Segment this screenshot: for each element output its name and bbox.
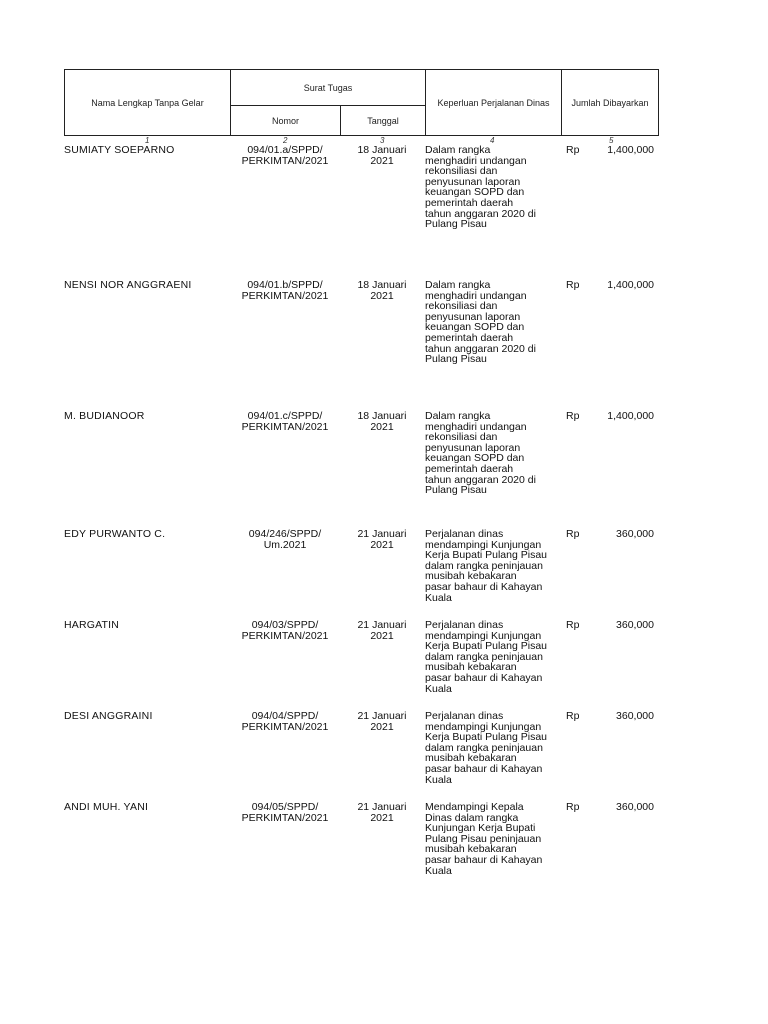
letter-number-line: 094/01.a/SPPD/	[247, 144, 323, 156]
header-name-cell	[64, 69, 231, 136]
trip-purpose-line: Kerja Bupati Pulang Pisau	[425, 640, 547, 653]
trip-purpose-line: menghadiri undangan	[425, 289, 527, 302]
trip-purpose-line: Dinas dalam rangka	[425, 811, 519, 824]
trip-purpose-line: mendampingi Kunjungan	[425, 538, 542, 551]
trip-purpose-line: keuangan SOPD dan	[425, 452, 525, 465]
trip-purpose-line: mendampingi Kunjungan	[425, 720, 542, 733]
trip-purpose	[425, 145, 563, 230]
trip-purpose-line: Mendampingi Kepala	[425, 801, 524, 813]
employee-name: NENSI NOR ANGGRAENI	[64, 279, 192, 291]
column-index-4: 4	[490, 136, 495, 145]
employee-name: M. BUDIANOOR	[64, 410, 145, 422]
trip-purpose-line: Kerja Bupati Pulang Pisau	[425, 549, 547, 562]
letter-date-line: 2021	[370, 629, 394, 642]
header-keperluan-label: Keperluan Perjalanan Dinas	[437, 97, 550, 108]
trip-purpose-line: musibah kebakaran	[425, 661, 517, 674]
letter-date	[344, 529, 420, 550]
column-index-1: 1	[145, 136, 150, 145]
letter-date-line: 2021	[370, 420, 394, 433]
letter-number-line: 094/01.c/SPPD/	[247, 410, 323, 422]
table-header	[64, 69, 659, 136]
letter-date-line: 21 Januari	[357, 528, 407, 540]
trip-purpose-line: pasar bahaur di Kahayan	[425, 671, 543, 684]
employee-name: SUMIATY SOEPARNO	[64, 144, 175, 156]
employee-name: EDY PURWANTO C.	[64, 528, 166, 540]
letter-number-line: 094/01.b/SPPD/	[247, 279, 323, 291]
letter-number	[230, 411, 340, 432]
trip-purpose-line: rekonsiliasi dan	[425, 165, 498, 178]
trip-purpose-line: tahun anggaran 2020 di	[425, 473, 536, 486]
trip-purpose-line: menghadiri undangan	[425, 420, 527, 433]
trip-purpose	[425, 411, 563, 496]
letter-number-line: PERKIMTAN/2021	[241, 720, 329, 733]
trip-purpose-line: pemerintah daerah	[425, 331, 514, 344]
letter-date-line: 2021	[370, 811, 394, 824]
letter-number-line: 094/03/SPPD/	[251, 619, 319, 631]
letter-date	[344, 145, 420, 166]
currency-label: Rp	[566, 619, 580, 631]
trip-purpose-line: keuangan SOPD dan	[425, 321, 525, 334]
trip-purpose	[425, 711, 563, 785]
trip-purpose-line: Dalam rangka	[425, 279, 491, 291]
letter-date	[344, 620, 420, 641]
letter-number-line: PERKIMTAN/2021	[241, 629, 329, 642]
trip-purpose	[425, 620, 563, 694]
trip-purpose-line: tahun anggaran 2020 di	[425, 207, 536, 220]
trip-purpose-line: Pulang Pisau	[425, 218, 487, 231]
trip-purpose	[425, 529, 563, 603]
trip-purpose-line: musibah kebakaran	[425, 843, 517, 856]
letter-date-line: 18 Januari	[357, 410, 407, 422]
trip-purpose-line: Kuala	[425, 773, 452, 786]
letter-date	[344, 711, 420, 732]
letter-number-line: 094/04/SPPD/	[251, 710, 319, 722]
letter-date-line: 2021	[370, 720, 394, 733]
trip-purpose-line: penyusunan laporan	[425, 310, 521, 323]
trip-purpose-line: Kuala	[425, 682, 452, 695]
header-jumlah-cell	[561, 69, 659, 136]
letter-date	[344, 280, 420, 301]
trip-purpose-line: menghadiri undangan	[425, 154, 527, 167]
trip-purpose	[425, 280, 563, 365]
header-keperluan-cell	[425, 69, 562, 136]
trip-purpose-line: penyusunan laporan	[425, 441, 521, 454]
currency-label: Rp	[566, 528, 580, 540]
header-tanggal-cell	[340, 105, 426, 136]
trip-purpose-line: musibah kebakaran	[425, 570, 517, 583]
letter-date-line: 18 Januari	[357, 144, 407, 156]
trip-purpose-line: dalam rangka peninjauan	[425, 650, 543, 663]
trip-purpose	[425, 802, 563, 876]
trip-purpose-line: penyusunan laporan	[425, 175, 521, 188]
trip-purpose-line: Kerja Bupati Pulang Pisau	[425, 731, 547, 744]
header-surat-tugas-label: Surat Tugas	[303, 82, 353, 93]
currency-label: Rp	[566, 410, 580, 422]
amount-paid: 360,000	[616, 801, 654, 813]
letter-number-line: PERKIMTAN/2021	[241, 289, 329, 302]
employee-name: ANDI MUH. YANI	[64, 801, 149, 813]
trip-purpose-line: pemerintah daerah	[425, 196, 514, 209]
trip-purpose-line: Dalam rangka	[425, 410, 491, 422]
letter-number-line: PERKIMTAN/2021	[241, 420, 329, 433]
header-tanggal-label: Tanggal	[367, 115, 399, 126]
letter-date-line: 21 Januari	[357, 710, 407, 722]
letter-date-line: 18 Januari	[357, 279, 407, 291]
currency-label: Rp	[566, 279, 580, 291]
employee-name: HARGATIN	[64, 619, 120, 631]
amount-paid: 1,400,000	[607, 144, 654, 156]
column-index-2: 2	[283, 136, 288, 145]
letter-number	[230, 145, 340, 166]
trip-purpose-line: Pulang Pisau peninjauan	[425, 832, 542, 845]
trip-purpose-line: Perjalanan dinas	[425, 710, 504, 722]
trip-purpose-line: rekonsiliasi dan	[425, 300, 498, 313]
trip-purpose-line: mendampingi Kunjungan	[425, 629, 542, 642]
letter-date	[344, 411, 420, 432]
letter-number-line: PERKIMTAN/2021	[241, 154, 329, 167]
trip-purpose-line: Kunjungan Kerja Bupati	[425, 822, 536, 835]
letter-date-line: 2021	[370, 154, 394, 167]
letter-number-line: 094/246/SPPD/	[248, 528, 322, 540]
letter-number	[230, 711, 340, 732]
header-nomor-label: Nomor	[271, 115, 299, 126]
letter-number-line: Um.2021	[263, 538, 307, 551]
letter-date-line: 21 Januari	[357, 619, 407, 631]
amount-paid: 1,400,000	[607, 279, 654, 291]
letter-date-line: 2021	[370, 538, 394, 551]
trip-purpose-line: pasar bahaur di Kahayan	[425, 853, 543, 866]
amount-paid: 360,000	[616, 710, 654, 722]
trip-purpose-line: rekonsiliasi dan	[425, 431, 498, 444]
trip-purpose-line: pemerintah daerah	[425, 462, 514, 475]
trip-purpose-line: keuangan SOPD dan	[425, 186, 525, 199]
header-name-label: Nama Lengkap Tanpa Gelar	[91, 97, 204, 108]
letter-date-line: 2021	[370, 289, 394, 302]
letter-number	[230, 280, 340, 301]
trip-purpose-line: Perjalanan dinas	[425, 528, 504, 540]
amount-paid: 1,400,000	[607, 410, 654, 422]
trip-purpose-line: dalam rangka peninjauan	[425, 559, 543, 572]
trip-purpose-line: Kuala	[425, 591, 452, 604]
trip-purpose-line: pasar bahaur di Kahayan	[425, 762, 543, 775]
header-surat-tugas-cell	[230, 69, 426, 106]
amount-paid: 360,000	[616, 619, 654, 631]
trip-purpose-line: Perjalanan dinas	[425, 619, 504, 631]
letter-number	[230, 620, 340, 641]
letter-number-line: PERKIMTAN/2021	[241, 811, 329, 824]
letter-number	[230, 802, 340, 823]
header-jumlah-label: Jumlah Dibayarkan	[571, 97, 649, 108]
letter-number-line: 094/05/SPPD/	[251, 801, 319, 813]
trip-purpose-line: dalam rangka peninjauan	[425, 741, 543, 754]
trip-purpose-line: Pulang Pisau	[425, 353, 487, 366]
currency-label: Rp	[566, 144, 580, 156]
column-index-5: 5	[609, 136, 614, 145]
letter-date-line: 21 Januari	[357, 801, 407, 813]
letter-date	[344, 802, 420, 823]
trip-purpose-line: tahun anggaran 2020 di	[425, 342, 536, 355]
employee-name: DESI ANGGRAINI	[64, 710, 153, 722]
currency-label: Rp	[566, 801, 580, 813]
currency-label: Rp	[566, 710, 580, 722]
trip-purpose-line: pasar bahaur di Kahayan	[425, 580, 543, 593]
letter-number	[230, 529, 340, 550]
trip-purpose-line: musibah kebakaran	[425, 752, 517, 765]
trip-purpose-line: Kuala	[425, 864, 452, 877]
trip-purpose-line: Pulang Pisau	[425, 484, 487, 497]
header-nomor-cell	[230, 105, 341, 136]
column-index-3: 3	[380, 136, 385, 145]
amount-paid: 360,000	[616, 528, 654, 540]
trip-purpose-line: Dalam rangka	[425, 144, 491, 156]
